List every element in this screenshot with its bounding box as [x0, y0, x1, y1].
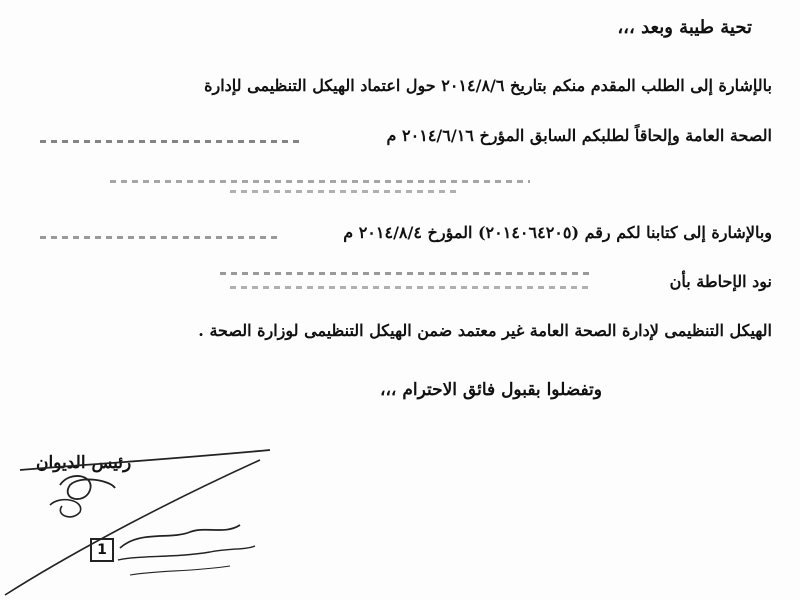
redaction-mark	[40, 140, 300, 143]
greeting-line: تحية طيبة وبعد ،،،	[617, 17, 752, 38]
redaction-mark	[230, 190, 460, 193]
stamp-number: 1	[90, 538, 114, 562]
redaction-mark	[220, 272, 590, 275]
paragraph-1-line-2: الصحة العامة وإلحاقاً لطلبكم السابق المؤرخ ٢٠١٤/٦/١٦ م	[386, 126, 772, 145]
handwritten-signature	[0, 430, 300, 600]
paragraph-2-line-2: نود الإحاطة بأن	[669, 272, 772, 291]
signer-title: رئيس الديوان	[36, 453, 132, 473]
closing-line: وتفضلوا بقبول فائق الاحترام ،،،	[379, 380, 602, 400]
paragraph-1-line-1: بالإشارة إلى الطلب المقدم منكم بتاريخ ٢٠١٤/٨/٦ حول اعتماد الهيكل التنظيمى لإدارة	[204, 76, 772, 95]
redaction-mark	[40, 236, 280, 239]
paragraph-2-line-3: الهيكل التنظيمى لإدارة الصحة العامة غير معتمد ضمن الهيكل التنظيمى لوزارة الصحة .	[198, 321, 772, 340]
redaction-mark	[230, 286, 590, 289]
redaction-mark	[110, 180, 530, 183]
paragraph-2-line-1: وبالإشارة إلى كتابنا لكم رقم (٢٠١٤٠٦٤٢٠٥) المؤرخ ٢٠١٤/٨/٤ م	[343, 223, 772, 242]
